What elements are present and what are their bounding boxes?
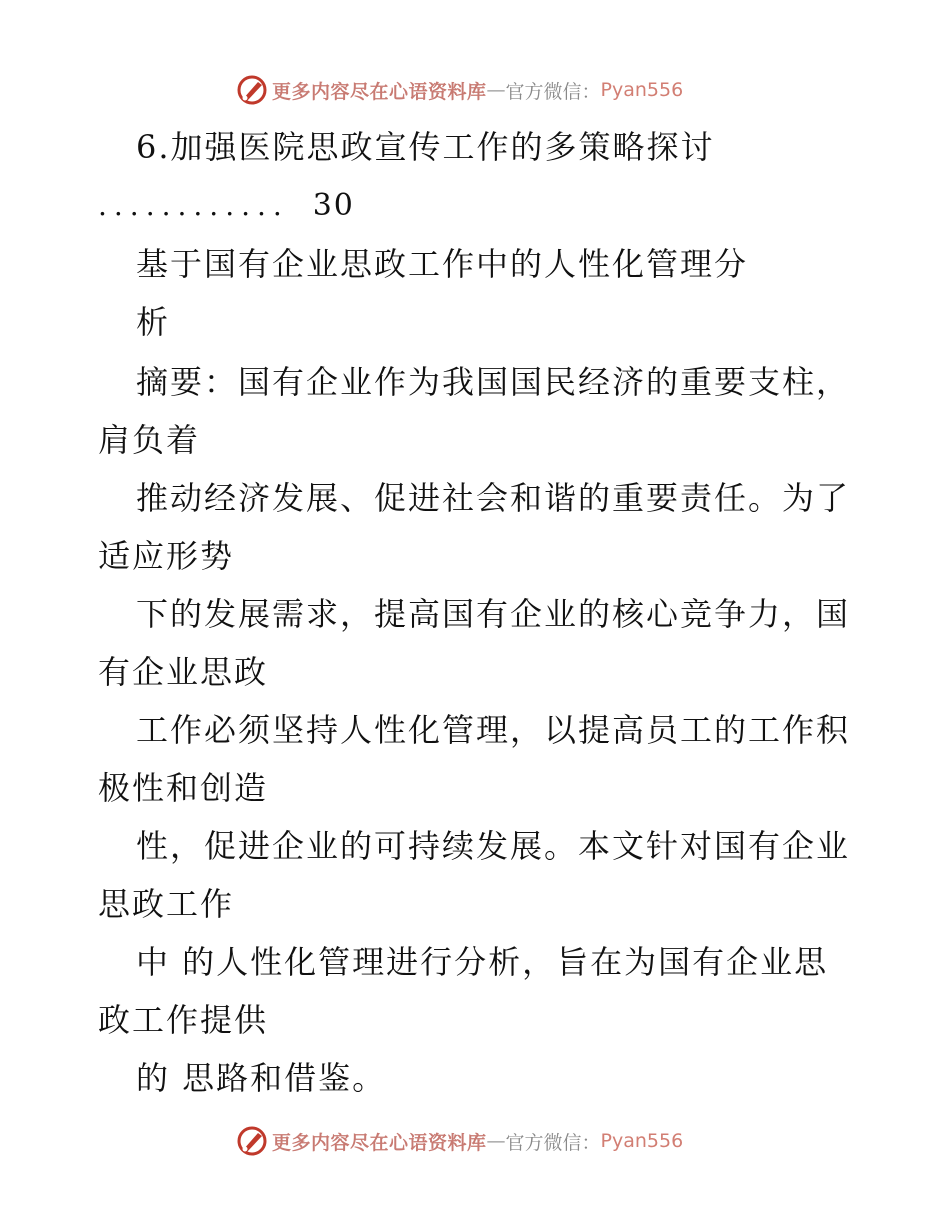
body-line: 摘要：国有企业作为我国国民经济的重要支柱， [136, 363, 851, 401]
body-line: 有企业思政 [98, 653, 269, 691]
body-line: 适应形势 [98, 537, 235, 575]
body-line: 的 思路和借鉴。 [136, 1059, 387, 1097]
watermark-main-text: 更多内容尽在心语资料库 [272, 80, 487, 103]
body-line: 中 的人性化管理进行分析，旨在为国有企业思 [136, 943, 829, 981]
toc-page-number: 30 [312, 188, 355, 223]
watermark-label: 官方微信： [505, 80, 601, 103]
watermark-dash: — [486, 79, 506, 101]
brush-logo-icon [236, 74, 268, 106]
brush-logo-icon [236, 1125, 268, 1157]
watermark-label: 官方微信： [505, 1131, 601, 1154]
body-line: 思政工作 [98, 885, 235, 923]
watermark-handle: Pyan556 [600, 1130, 684, 1152]
body-line: 性，促进企业的可持续发展。本文针对国有企业 [136, 827, 851, 865]
body-line: 政工作提供 [98, 1001, 269, 1039]
body-line: 极性和创造 [98, 769, 269, 807]
watermark-dash: — [486, 1130, 506, 1152]
toc-leader [98, 186, 355, 226]
body-line: 推动经济发展、促进社会和谐的重要责任。为了 [136, 479, 851, 517]
watermark-handle: Pyan556 [600, 79, 684, 101]
article-title-line-1: 基于国有企业思政工作中的人性化管理分 [136, 245, 749, 283]
body-line: 肩负着 [98, 421, 201, 459]
toc-entry: 6.加强医院思政宣传工作的多策略探讨 [136, 128, 715, 166]
watermark-main-text: 更多内容尽在心语资料库 [272, 1131, 487, 1154]
body-line: 工作必须坚持人性化管理，以提高员工的工作积 [136, 711, 851, 749]
body-line: 下的发展需求，提高国有企业的核心竞争力，国 [136, 595, 851, 633]
header-watermark [236, 73, 683, 107]
toc-leader-dots: ............ [98, 189, 289, 222]
article-title-line-2: 析 [136, 303, 171, 341]
footer-watermark [236, 1124, 683, 1158]
